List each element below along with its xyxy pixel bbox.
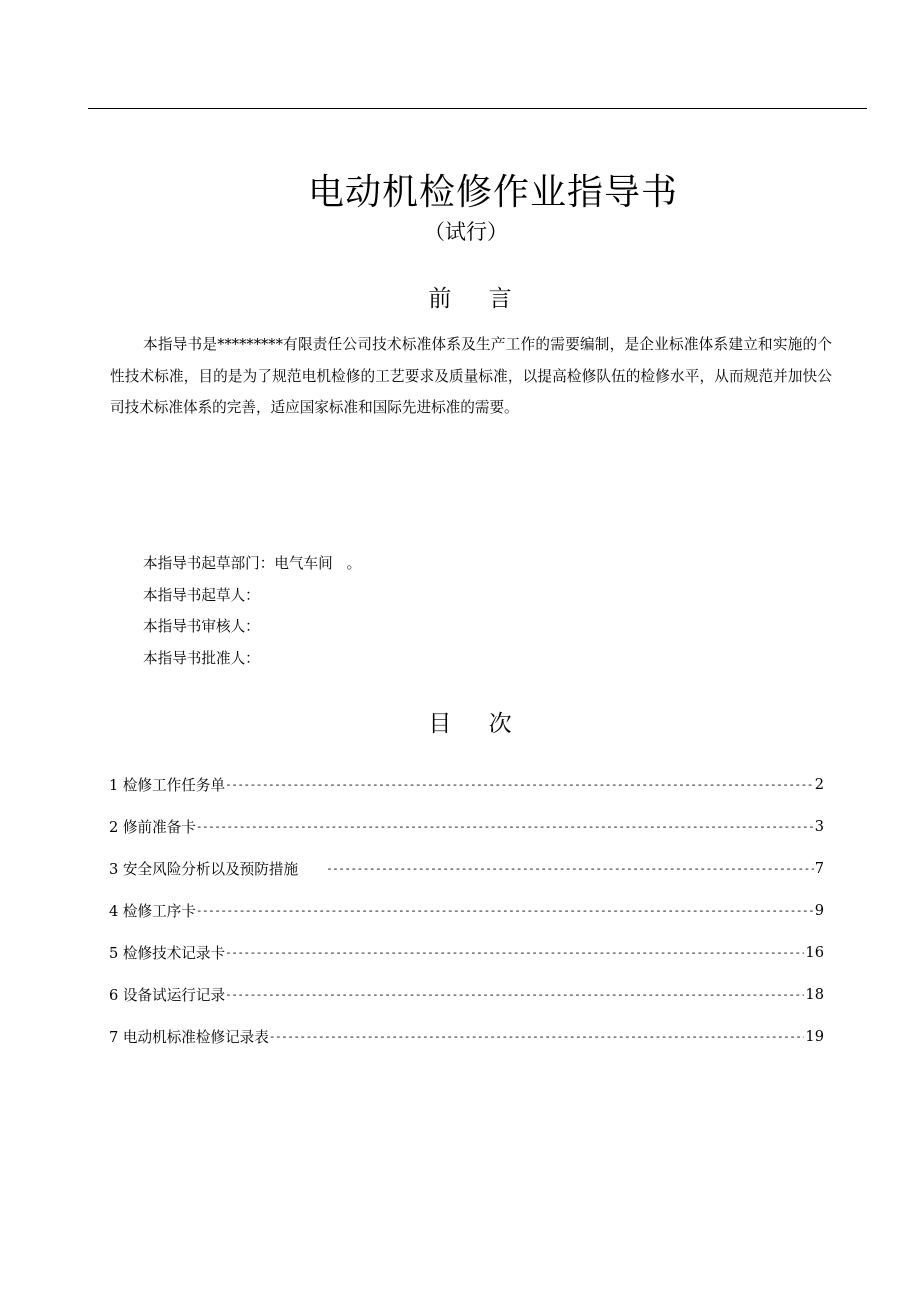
toc-leader <box>196 820 814 833</box>
toc-entry-page: 7 <box>814 859 824 877</box>
header-rule <box>88 108 867 109</box>
toc-leader <box>269 1030 805 1043</box>
drafting-department-line: 本指导书起草部门：电气车间 。 <box>143 555 362 572</box>
preface-heading: 前 言 <box>428 286 512 312</box>
authorship-block <box>143 548 361 674</box>
document-subtitle: （试行） <box>424 220 508 244</box>
toc-entry[interactable] <box>109 973 824 1015</box>
toc-leader <box>326 862 814 875</box>
toc-entry-page: 18 <box>805 985 824 1003</box>
toc-entry-page: 16 <box>805 943 824 961</box>
toc-entry-label: 7 电动机标准检修记录表 <box>109 1028 269 1046</box>
toc-entry-page: 19 <box>805 1027 824 1045</box>
toc-entry[interactable] <box>109 763 824 805</box>
toc-heading: 目 次 <box>428 711 512 737</box>
toc-leader <box>225 778 814 791</box>
approver-line: 本指导书批准人： <box>143 649 260 667</box>
toc-leader <box>196 904 814 917</box>
toc-entry-page: 3 <box>814 817 824 835</box>
toc-entry-page: 2 <box>814 775 824 793</box>
toc-entry-label: 2 修前准备卡 <box>109 818 196 836</box>
toc-leader <box>225 946 804 959</box>
drafter-line: 本指导书起草人： <box>143 586 260 604</box>
table-of-contents <box>109 763 824 1057</box>
toc-entry[interactable] <box>109 1015 824 1057</box>
document-title: 电动机检修作业指导书 <box>307 172 678 213</box>
toc-entry[interactable] <box>109 847 824 889</box>
toc-entry-label: 1 检修工作任务单 <box>109 776 226 794</box>
reviewer-line: 本指导书审核人： <box>143 618 260 635</box>
preface-paragraph: 本指导书是*********有限责任公司技术标准体系及生产工作的需要编制，是企业标准体系建立和实施的个性技术标准，目的是为了规范电机检修的工艺要求及质量标准，以提高检修队伍的检修水平，从而规范并加快公司技术标准体系的完善，适应国家标准和国际先进标准的需要。 <box>110 336 832 416</box>
toc-entry-label: 6 设备试运行记录 <box>109 986 226 1004</box>
toc-entry-page: 9 <box>814 901 824 919</box>
toc-entry[interactable] <box>109 931 824 973</box>
toc-entry-label: 3 安全风险分析以及预防措施 <box>109 860 299 878</box>
toc-entry-label: 4 检修工序卡 <box>109 902 196 920</box>
toc-entry[interactable] <box>109 805 824 847</box>
toc-entry-label: 5 检修技术记录卡 <box>109 944 226 962</box>
toc-entry[interactable] <box>109 889 824 931</box>
toc-leader <box>225 988 804 1001</box>
